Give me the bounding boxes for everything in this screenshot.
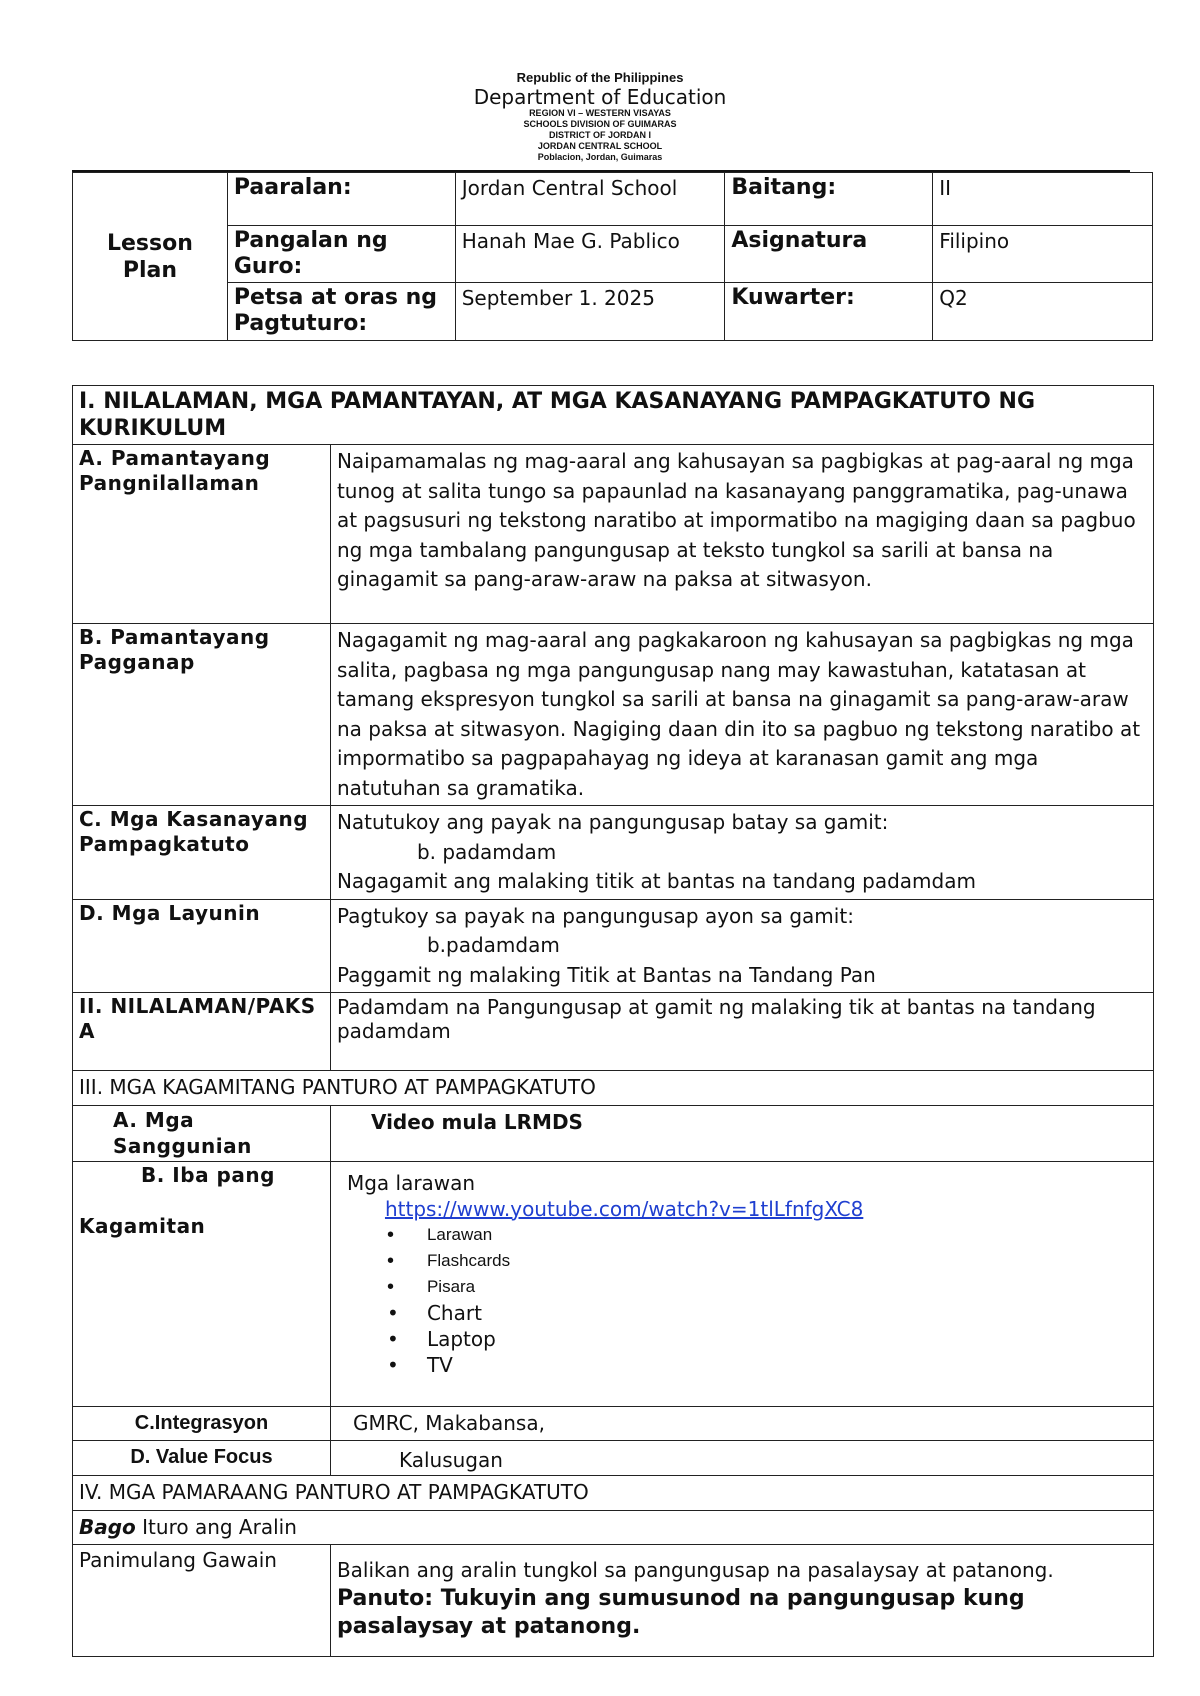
petsa-value: September 1. 2025: [455, 283, 725, 341]
kuwarter-value: Q2: [933, 283, 1153, 341]
kasanayan-line-2: b. padamdam: [416, 839, 557, 864]
panimula-cell: [330, 1545, 1153, 1657]
integrasyon-text: GMRC, Makabansa,: [330, 1406, 1153, 1441]
district-line: DISTRICT OF JORDAN I: [548, 130, 651, 140]
tools-list: [347, 1222, 1147, 1378]
layunin-line-2: b.padamdam: [426, 933, 560, 957]
nilalaman-paksa-label: II. NILALAMAN/PAKSA: [73, 993, 331, 1071]
bago-ituro-row: [73, 1510, 1154, 1545]
layunin-cell: [330, 899, 1153, 993]
pamantayang-pagganap-text: Nagagamit ng mag-aaral ang pagkakaroon ng kahusayan sa pagbigkas ng mga salita, pagbasa ng mga pangungusap nang may kawastuhan, katatasan at tamang ekspresyon tungkol sa sarili at bansa na ginagamit sa pang-araw-araw na paksa at sitwasyon. Nagiging daan din ito sa pagbuo ng tekstong naratibo at impormatibo sa pagpapahayag ng ideya at karanasan gamit ang mga natutuhan sa gramatika.: [330, 624, 1153, 806]
republic-line: Republic of the Philippines: [516, 70, 684, 85]
lesson-info-table: [72, 172, 1153, 341]
region-line: REGION VI – WESTERN VISAYAS: [529, 108, 671, 118]
baitang-label: Baitang:: [725, 173, 933, 226]
tool-item: • TV: [347, 1352, 1147, 1378]
school-line: JORDAN CENTRAL SCHOOL: [537, 141, 663, 151]
tool-item: • Laptop: [347, 1326, 1147, 1352]
department-line: Department of Education: [473, 85, 727, 109]
paaralan-label: Paaralan:: [227, 173, 455, 226]
guro-value: Hanah Mae G. Pablico: [455, 226, 725, 283]
petsa-label: Petsa at oras ng Pagtuturo:: [227, 283, 455, 341]
value-focus-text: Kalusugan: [330, 1441, 1153, 1476]
nilalaman-paksa-text: Padamdam na Pangungusap at gamit ng malaking tik at bantas na tandang padamdam: [330, 993, 1153, 1071]
kasanayang-pampagkatuto-cell: [330, 806, 1153, 900]
curriculum-table: [72, 385, 1154, 1657]
youtube-link[interactable]: https://www.youtube.com/watch?v=1tlLfnfgXC8: [384, 1196, 864, 1221]
pamantayang-pagganap-label: B. Pamantayang Pagganap: [73, 624, 331, 806]
kagamitan-intro: Mga larawan: [346, 1170, 476, 1195]
tool-item: • Larawan: [347, 1222, 1147, 1248]
bago-rest: Ituro ang Aralin: [142, 1514, 297, 1539]
kasanayan-line-1: Natutukoy ang payak na pangungusap batay sa gamit:: [336, 810, 889, 834]
pamantayang-pangnilalaman-label: A. Pamantayang Pangnilallaman: [73, 445, 331, 624]
section4-title: IV. MGA PAMARAANG PANTURO AT PAMPAGKATUTO: [73, 1476, 1154, 1511]
tool-item: • Flashcards: [347, 1248, 1147, 1274]
guro-label: Pangalan ng Guro:: [227, 226, 455, 283]
layunin-line-1: Pagtukoy sa payak na pangungusap ayon sa gamit:: [336, 903, 854, 928]
asignatura-value: Filipino: [933, 226, 1153, 283]
division-line: SCHOOLS DIVISION OF GUIMARAS: [523, 119, 677, 129]
sanggunian-text: Video mula LRMDS: [330, 1105, 1153, 1161]
paaralan-value: Jordan Central School: [455, 173, 725, 226]
tool-item: • Chart: [347, 1300, 1147, 1326]
kagamitan-label-line-1: B. Iba pang: [141, 1162, 275, 1187]
asignatura-label: Asignatura: [725, 226, 933, 283]
kagamitan-label-line-2: Kagamitan: [79, 1213, 206, 1238]
kasanayan-line-3: Nagagamit ang malaking titik at bantas na tandang padamdam: [336, 869, 976, 893]
panuto-text: Panuto: Tukuyin ang sumusunod na pangungusap kung pasalaysay at patanong.: [336, 1586, 1025, 1639]
layunin-label: D. Mga Layunin: [73, 899, 331, 993]
tool-item: • Pisara: [347, 1274, 1147, 1300]
bago-word: Bago: [79, 1514, 136, 1539]
baitang-value: II: [933, 173, 1153, 226]
panimula-text: Balikan ang aralin tungkol sa pangungusap na pasalaysay at patanong.: [336, 1558, 1054, 1582]
kasanayang-pampagkatuto-label: C. Mga Kasanayang Pampagkatuto: [73, 806, 331, 900]
kuwarter-label: Kuwarter:: [725, 283, 933, 341]
integrasyon-label: C.Integrasyon: [73, 1406, 331, 1441]
panimula-label: Panimulang Gawain: [73, 1545, 331, 1657]
iba-pang-kagamitan-label: [73, 1161, 331, 1406]
layunin-line-3: Paggamit ng malaking Titik at Bantas na Tandang Pan: [336, 962, 876, 987]
lesson-plan-label: Lesson Plan: [73, 173, 228, 341]
kagamitan-cell: [330, 1161, 1153, 1406]
sanggunian-label: A. Mga Sanggunian: [73, 1105, 331, 1161]
pamantayang-pangnilalaman-text: Naipamamalas ng mag-aaral ang kahusayan sa pagbigkas at pag-aaral ng mga tunog at salita tungo sa papaunlad na kasanayang panggramatika, pag-unawa at pagsusuri ng tekstong naratibo at impormatibo na magiging daan sa pagbuo ng mga tambalang pangungusap at teksto tungkol sa sarili at bansa na ginagamit sa pang-araw-araw na paksa at sitwasyon.: [330, 445, 1153, 624]
address-line: Poblacion, Jordan, Guimaras: [537, 152, 663, 162]
section1-title: I. NILALAMAN, MGA PAMANTAYAN, AT MGA KASANAYANG PAMPAGKATUTO NG KURIKULUM: [73, 386, 1154, 445]
section3-title: III. MGA KAGAMITANG PANTURO AT PAMPAGKATUTO: [73, 1071, 1154, 1106]
value-focus-label: D. Value Focus: [73, 1441, 331, 1476]
document-header: [0, 70, 1200, 163]
